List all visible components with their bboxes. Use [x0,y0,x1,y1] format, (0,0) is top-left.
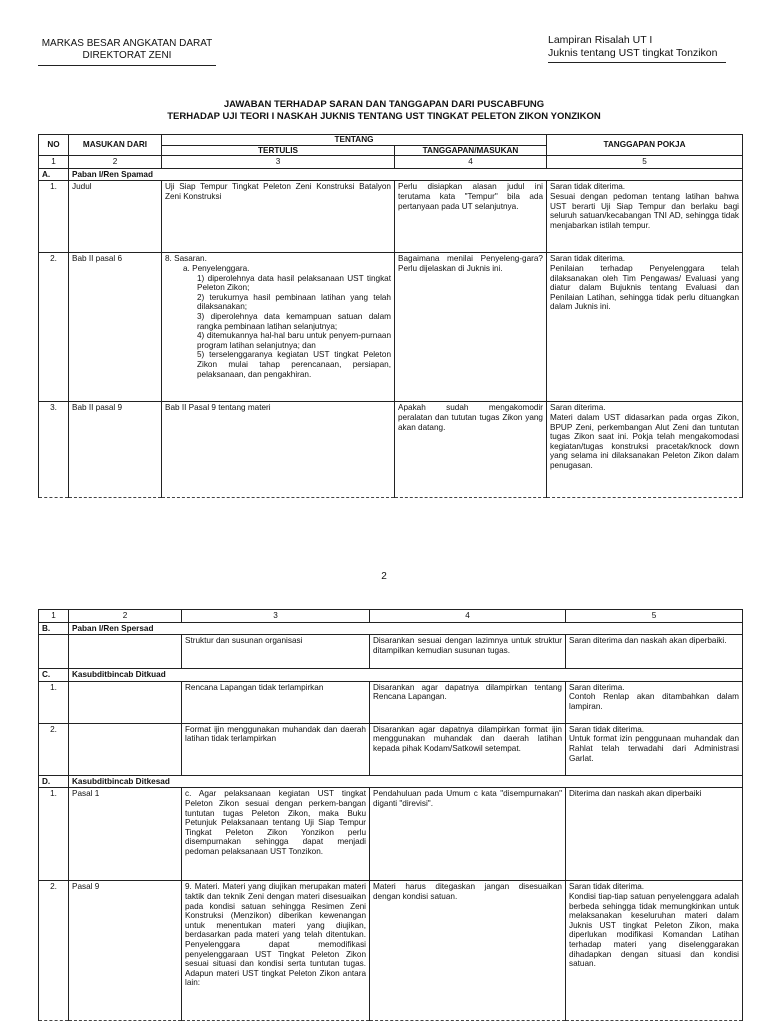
written-item: 4) ditemukannya hal-hal baru untuk penyem-purnaan program latihan selanjutnya; dan [197,331,391,350]
row-number [39,635,69,669]
row-pokja: Saran diterima dan naskah akan diperbaiki. [566,635,743,669]
col-num: 1 [39,610,69,623]
section-name: Paban I/Ren Spersad [69,622,743,635]
attachment-rule [548,62,726,63]
written-heading: 8. Sasaran. [165,254,207,264]
row-pokja [566,881,743,1021]
pokja-verdict: Saran tidak diterima. [569,724,645,734]
letterhead-line-2: DIREKTORAT ZENI [82,50,172,61]
col-num: 2 [69,610,182,623]
row-written: Format ijin menggunakan muhandak dan daerah latihan tidak terlampirkan [182,723,370,775]
pokja-verdict: Saran tidak diterima. [550,182,626,192]
row-written: Bab II Pasal 9 tentang materi [162,402,395,498]
row-written [162,253,395,402]
header-tanggapan-pokja: TANGGAPAN POKJA [547,135,743,156]
response-table-page-2 [38,609,743,1021]
col-num: 5 [566,610,743,623]
row-pokja [547,253,743,402]
table-row [39,723,743,775]
row-source [69,635,182,669]
row-number: 2. [39,723,69,775]
pokja-explanation: Materi dalam UST didasarkan pada orgas Zikon, BPUP Zeni, perkembangan Alut Zeni dan tuntutan tugas Zikon saat ini. Pokja telah mengakomodasi kegiatan/tugas konstruksi pracetak/knock down yang selama ini dilaksanakan Peleton Zikon dalam penugasan. [550,412,739,470]
col-num: 3 [162,156,395,169]
pokja-verdict: Saran diterima. [550,403,606,413]
col-num: 2 [69,156,162,169]
attachment-line-1: Lampiran Risalah UT I [548,34,653,46]
section-letter: C. [39,669,69,682]
written-item: 5) terselenggaranya kegiatan UST tingkat Peleton Zikon mulai tahap perencanaan, persiapan, pelaksanaan, dan pengakhiran. [197,350,391,379]
letterhead-rule [38,65,216,66]
row-response: Pendahuluan pada Umum c kata "disempurnakan" diganti "direvisi". [370,788,566,881]
row-written: c. Agar pelaksanaan kegiatan UST tingkat Peleton Zikon sesuai dengan perkem-bangan tuntutan tugas Peleton Zikon, maka Buku Petunjuk Pelaksanaan tentang Uji Siap Tempur Tingkat Peleton Zikon Yonzikon perlu disempurnakan sehingga dapat menjadi pedoman pelaksanaan UST Tonzikon. [182,788,370,881]
table-row [39,402,743,498]
header-masukan-dari: MASUKAN DARI [69,135,162,156]
title-line-1: JAWABAN TERHADAP SARAN DAN TANGGAPAN DARI PUSCABFUNG [223,99,545,110]
table-row [39,881,743,1021]
letterhead [38,38,216,66]
header-no: NO [39,135,69,156]
title-line-2: TERHADAP UJI TEORI I NASKAH JUKNIS TENTANG UST TINGKAT PELETON ZIKON YONZIKON [167,111,601,122]
row-written: Rencana Lapangan tidak terlampirkan [182,681,370,723]
row-source [69,681,182,723]
row-response: Disarankan sesuai dengan lazimnya untuk struktur ditampilkan kemudian susunan tugas. [370,635,566,669]
header-tentang: TENTANG [162,135,547,146]
written-item: 3) diperolehnya data kemampuan satuan dalam rangka pembinaan latihan selanjutnya; [197,311,391,331]
header-tertulis: TERTULIS [162,145,395,156]
page-number: 2 [381,571,387,582]
row-written: Struktur dan susunan organisasi [182,635,370,669]
written-item: 2) terukurnya hasil pembinaan latihan yang telah dilaksanakan; [197,292,391,312]
pokja-explanation: Sesuai dengan pedoman tentang latihan bahwa UST berarti Uji Siap Tempur dan berlaku bagi seluruh satuan/kecabangan TNI AD, sehingga tidak menjabarkan istilah tempur. [550,191,739,230]
response-table-page-1 [38,134,743,498]
row-source: Pasal 1 [69,788,182,881]
row-number: 3. [39,402,69,498]
section-letter: D. [39,775,69,788]
section-name: Kasubditbincab Ditkuad [69,669,743,682]
document-title [0,99,768,123]
section-heading [39,775,743,788]
section-heading [39,669,743,682]
column-number-row [39,610,743,623]
section-letter: B. [39,622,69,635]
section-letter: A. [39,168,69,181]
row-pokja [547,402,743,498]
attachment-line-2: Juknis tentang UST tingkat Tonzikon [548,47,718,59]
row-pokja [566,681,743,723]
row-number: 1. [39,788,69,881]
col-num: 3 [182,610,370,623]
section-name: Paban I/Ren Spamad [69,168,743,181]
row-source: Pasal 9 [69,881,182,1021]
table-row [39,253,743,402]
header-tanggapan-masukan: TANGGAPAN/MASUKAN [395,145,547,156]
pokja-verdict: Saran tidak diterima. [569,882,645,892]
row-response: Disarankan agar dapatnya dilampirkan format ijin menggunakan muhandak dan daerah latihan kepada pihak Kodam/Satkowil setempat. [370,723,566,775]
row-written: 9. Materi. Materi yang diujikan merupakan materi taktik dan teknik Zeni dengan materi disesuaikan pada kondisi satuan sehingga Resimen Zeni Konstruksi (Menzikon) diberikan kewenangan untuk menentukan materi yang diujikan, berdasarkan pada materi yang telah ditentukan. Penyelenggara dapat memodifikasi penyelenggaraan UST Tingkat Peleton Zikon sesuai situasi dan kondisi serta tuntutan tugas. Adapun materi UST tingkat Peleton Zikon antara lain: [182,881,370,1021]
row-number: 2. [39,881,69,1021]
section-heading [39,622,743,635]
row-pokja [547,181,743,253]
row-response: Apakah sudah mengakomodir peralatan dan tututan tugas Zikon yang akan datang. [395,402,547,498]
row-written: Uji Siap Tempur Tingkat Peleton Zeni Konstruksi Batalyon Zeni Konstruksi [162,181,395,253]
column-number-row [39,156,743,169]
written-item: 1) diperolehnya data hasil pelaksanaan UST tingkat Peleton Zikon; [197,273,391,293]
letterhead-line-1: MARKAS BESAR ANGKATAN DARAT [41,38,213,49]
row-source: Bab II pasal 9 [69,402,162,498]
row-response: Perlu disiapkan alasan judul ini terutama kata "Tempur" bila ada pertanyaan pada UT selanjutnya. [395,181,547,253]
col-num: 5 [547,156,743,169]
row-pokja [566,723,743,775]
table-row [39,681,743,723]
attachment-reference [548,34,726,63]
col-num: 1 [39,156,69,169]
pokja-verdict: Saran diterima. [569,682,625,692]
row-response: Disarankan agar dapatnya dilampirkan tentang Rencana Lapangan. [370,681,566,723]
row-response: Materi harus ditegaskan jangan disesuaikan dengan kondisi satuan. [370,881,566,1021]
pokja-explanation: Penilaian terhadap Penyelenggara telah dilaksanakan oleh Tim Pengawas/ Evaluasi yang diatur dalam Bujuknis tentang Evaluasi dan Penilaian Latihan, sehingga tidak perlu dituangkan dalam Juknis ini. [550,263,739,312]
pokja-explanation: Kondisi tiap-tiap satuan penyelenggara adalah berbeda sehingga tidak memungkinkan untuk melaksanakan keseluruhan materi dalam Juknis UST tingkat Peleton Zikon, maka diperlukan modifikasi Komandan Latihan terhadap materi yang diselenggarakan dihadapkan dengan situasi dan kondisi satuan. [569,891,739,969]
row-response: Bagaimana menilai Penyeleng-gara? Perlu dijelaskan di Juknis ini. [395,253,547,402]
col-num: 4 [370,610,566,623]
row-source [69,723,182,775]
col-num: 4 [395,156,547,169]
table-row [39,788,743,881]
row-number: 1. [39,181,69,253]
section-name: Kasubditbincab Ditkesad [69,775,743,788]
written-subheading: a. Penyelenggara. [183,263,250,273]
row-number: 2. [39,253,69,402]
row-number: 1. [39,681,69,723]
section-heading [39,168,743,181]
table-row [39,635,743,669]
row-source: Judul [69,181,162,253]
pokja-verdict: Saran tidak diterima. [550,254,626,264]
row-source: Bab II pasal 6 [69,253,162,402]
pokja-explanation: Contoh Renlap akan ditambahkan dalam lampiran. [569,692,739,711]
table-row [39,181,743,253]
pokja-explanation: Untuk format izin penggunaan muhandak dan Rahlat telah terwadahi dari Administrasi Garlat. [569,734,739,763]
row-pokja: Diterima dan naskah akan diperbaiki [566,788,743,881]
